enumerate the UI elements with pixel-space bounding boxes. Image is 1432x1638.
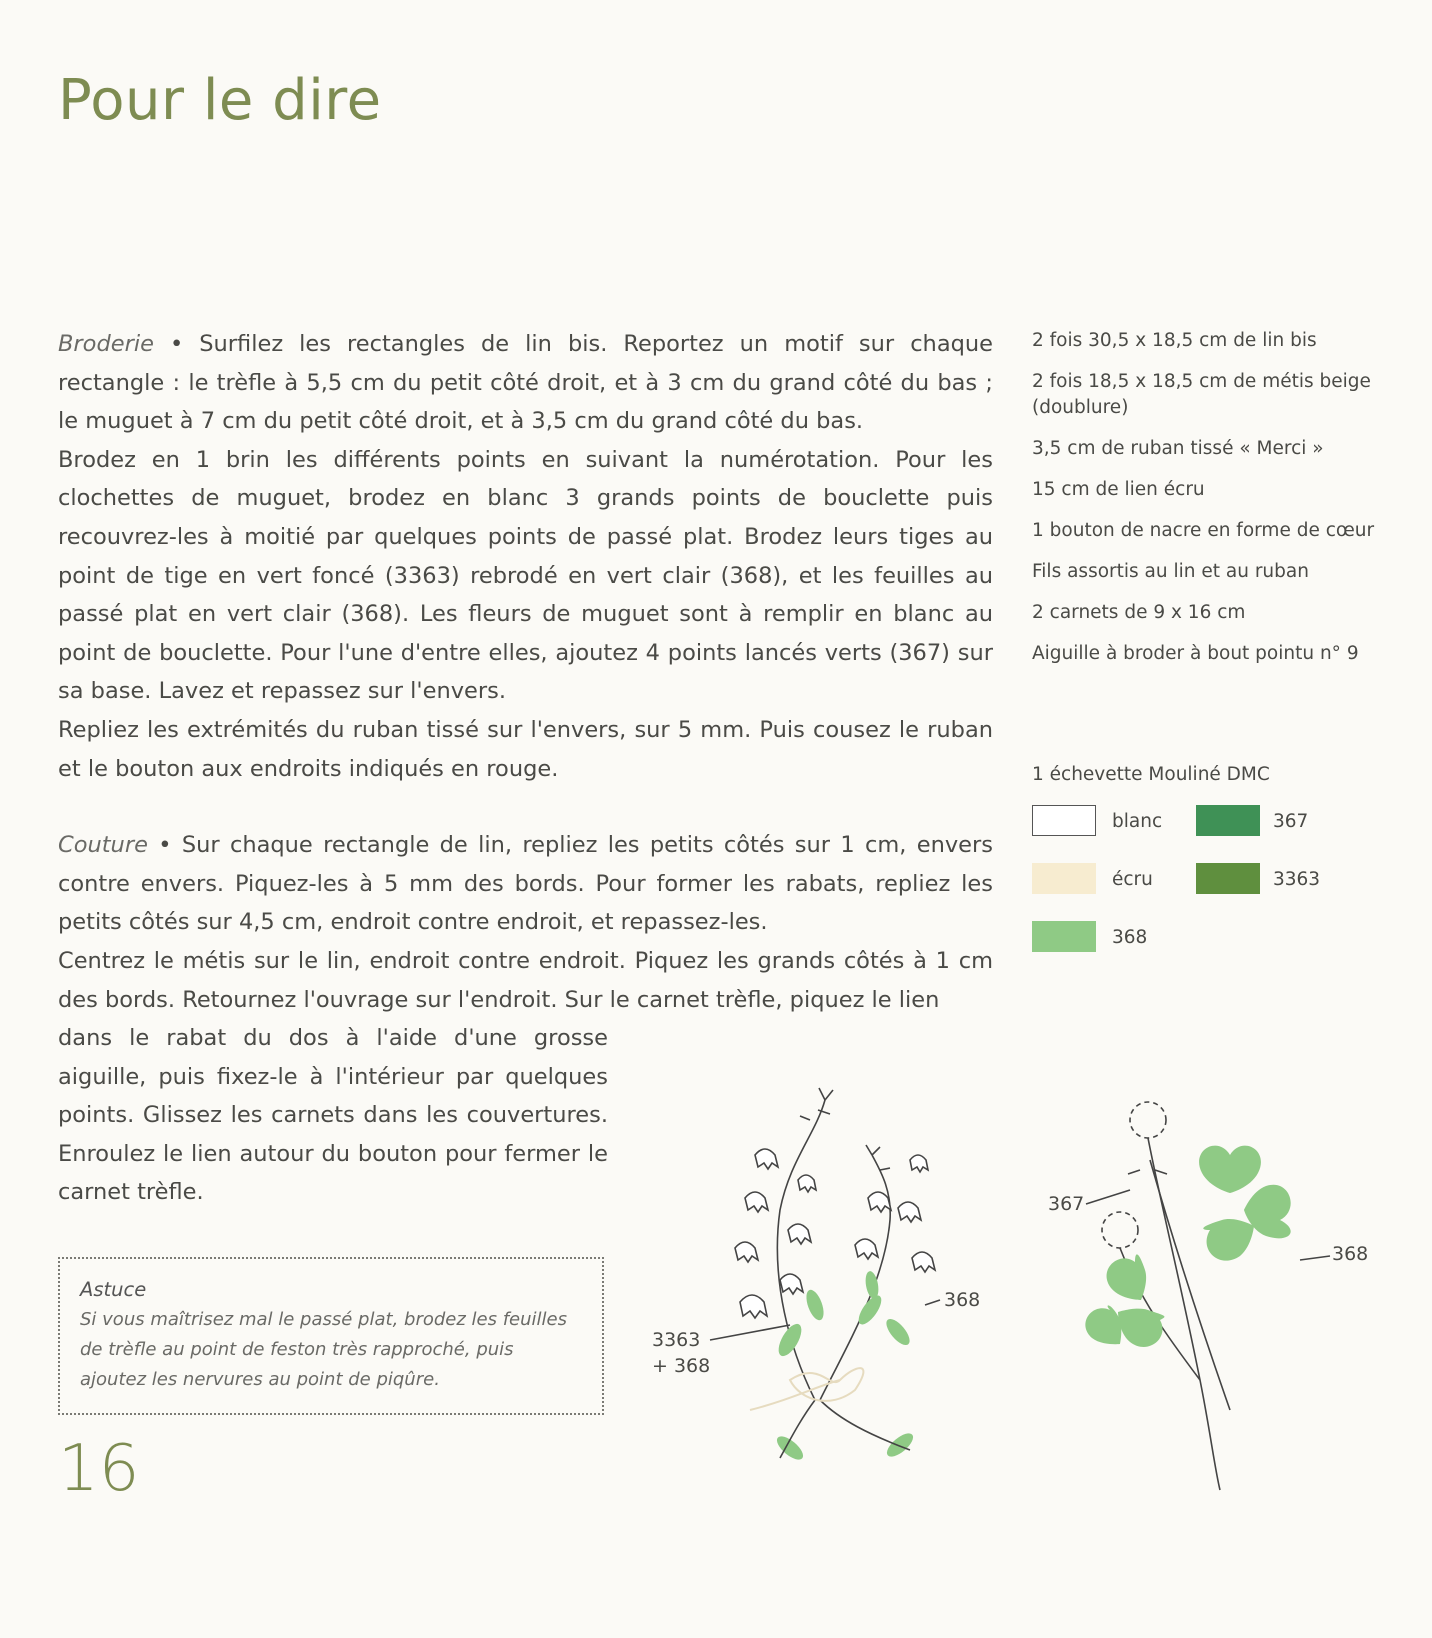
couture-lead: Couture: [58, 832, 148, 859]
swatch-label-368: 368: [1112, 927, 1148, 948]
couture-paragraph-1: Couture • Sur chaque rectangle de lin, repliez les petits côtés sur 1 cm, envers contre envers. Piquez-les à 5 mm des bords. Pour former les rabats, repliez les petits côtés sur 4,5 cm, endroit contre endroit, et repassez-les.: [58, 832, 993, 936]
broderie-paragraph-3: Repliez les extrémités du ruban tissé sur l'envers, sur 5 mm. Puis cousez le ruban et le bouton aux endroits indiqués en rouge.: [58, 716, 993, 782]
supply-item: 2 fois 30,5 x 18,5 cm de lin bis: [1032, 330, 1317, 351]
swatch-label-3363: 3363: [1273, 869, 1321, 890]
supplies-list: [1032, 328, 1402, 682]
broderie-paragraph-2: Brodez en 1 brin les différents points en suivant la numérotation. Pour les clochettes de muguet, brodez en blanc 3 grands points de bouclette puis recouvrez-les à moitié par quelques points de passé plat. Brodez leurs tiges au point de tige en vert foncé (3363) rebrodé en vert clair (368), et les feuilles au passé plat en vert clair (368). Les fleurs de muguet sont à remplir en blanc au point de bouclette. Pour l'une d'entre elles, ajoutez 4 points lancés verts (367) sur sa base. Lavez et repassez sur l'envers.: [58, 446, 993, 705]
broderie-paragraph-1: Broderie • Surfilez les rectangles de lin bis. Reportez un motif sur chaque rectangle : le trèfle à 5,5 cm du petit côté droit, et à 3 cm du grand côté du bas ; le muguet à 7 cm du petit côté droit, et à 3,5 cm du grand côté du bas.: [58, 331, 993, 435]
page-title: Pour le dire: [58, 68, 382, 133]
supply-item: 3,5 cm de ruban tissé « Merci »: [1032, 438, 1324, 459]
swatch-label-ecru: écru: [1112, 869, 1153, 890]
tip-text: Si vous maîtrisez mal le passé plat, brodez les feuilles de trèfle au point de feston très rapproché, puis ajoutez les nervures au point de piqûre.: [80, 1309, 567, 1390]
supply-item: Aiguille à broder à bout pointu n° 9: [1032, 643, 1359, 664]
muguet-motif: [710, 1088, 940, 1464]
swatch-label-blanc: blanc: [1112, 811, 1163, 832]
swatch-3363: [1196, 863, 1260, 894]
threads-title: 1 échevette Mouliné DMC: [1032, 764, 1270, 785]
page-number: 16: [58, 1432, 140, 1506]
instructions: [58, 325, 993, 1212]
swatch-label-367: 367: [1273, 811, 1309, 832]
supply-item: 15 cm de lien écru: [1032, 479, 1205, 500]
swatch-368: [1032, 921, 1096, 952]
tip-title: Astuce: [80, 1278, 147, 1301]
swatch-blanc: [1032, 805, 1096, 836]
label-368-plus: + 368: [652, 1355, 711, 1377]
label-367: 367: [1048, 1193, 1085, 1215]
supply-item: 2 carnets de 9 x 16 cm: [1032, 602, 1246, 623]
couture-paragraph-3: dans le rabat du dos à l'aide d'une grosse aiguille, puis fixez-le à l'intérieur par quelques points. Glissez les carnets dans les couvertures. Enroulez le lien autour du bouton pour fermer le carnet trèfle.: [58, 1025, 608, 1206]
tip-box: [58, 1257, 604, 1415]
label-368-muguet: 368: [944, 1289, 981, 1311]
swatch-ecru: [1032, 863, 1096, 894]
label-3363: 3363: [652, 1329, 701, 1351]
embroidery-illustration: [640, 1080, 1400, 1520]
broderie-lead: Broderie: [58, 331, 154, 357]
label-368-trefle: 368: [1332, 1243, 1369, 1265]
supply-item: 2 fois 18,5 x 18,5 cm de métis beige (doublure): [1032, 371, 1371, 418]
supply-item: 1 bouton de nacre en forme de cœur: [1032, 520, 1375, 541]
supply-item: Fils assortis au lin et au ruban: [1032, 561, 1309, 582]
couture-paragraph-2: Centrez le métis sur le lin, endroit contre endroit. Piquez les grands côtés à 1 cm des bords. Retournez l'ouvrage sur l'endroit. Sur le carnet trèfle, piquez le lien: [58, 947, 993, 1013]
trefle-motif: [1085, 1102, 1330, 1490]
swatch-367: [1196, 805, 1260, 836]
